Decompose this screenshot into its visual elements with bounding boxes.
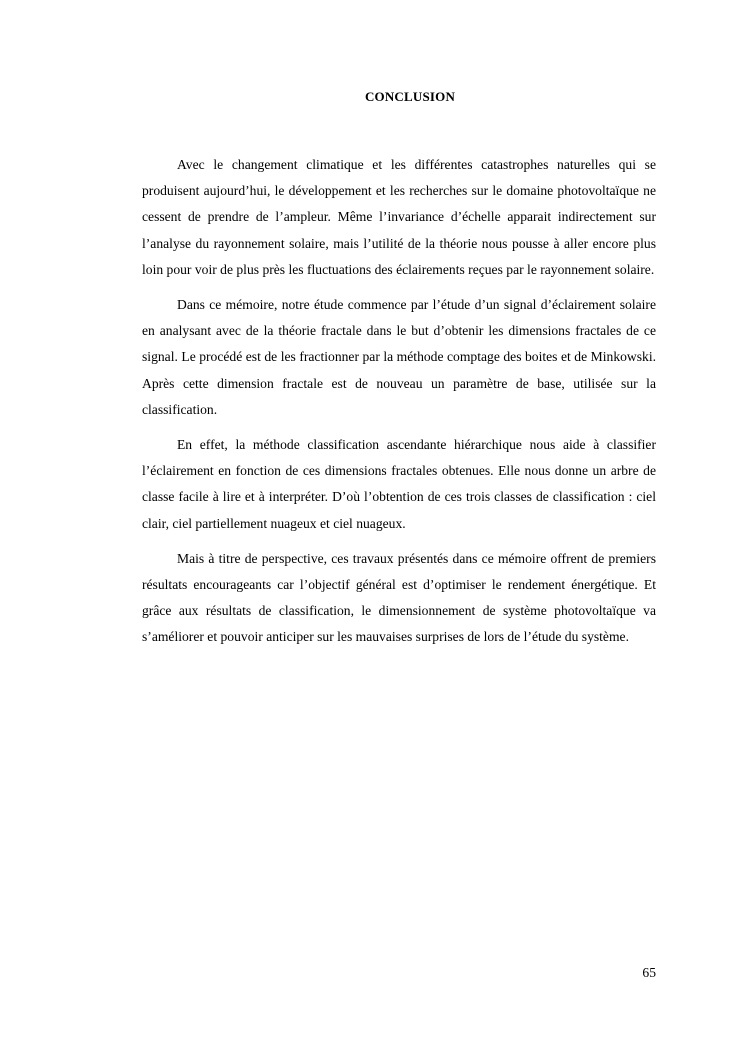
- paragraph-4: Mais à titre de perspective, ces travaux présentés dans ce mémoire offrent de premiers résultats encourageants car l’objectif général est d’optimiser le rendement énergétique. Et grâce aux résultats de classification, le dimensionnement de système photovoltaïque va s’améliorer et pouvoir anticiper sur les mauvaises surprises de lors de l’étude du système.: [142, 550, 656, 645]
- conclusion-body: [142, 152, 656, 660]
- page-title: CONCLUSION: [364, 89, 456, 104]
- paragraph-2: Dans ce mémoire, notre étude commence par l’étude d’un signal d’éclairement solaire en analysant avec de la théorie fractale dans le but d’obtenir les dimensions fractales de ce signal. Le procédé est de les fractionner par la méthode comptage des boites et de Minkowski. Après cette dimension fractale est de nouveau un paramètre de base, utilisée sur la classification.: [142, 297, 656, 417]
- page-number: 65: [642, 965, 656, 980]
- paragraph-1: Avec le changement climatique et les différentes catastrophes naturelles qui se produisent aujourd’hui, le développement et les recherches sur le domaine photovoltaïque ne cessent de prendre de l’ampleur. Même l’invariance d’échelle apparait indirectement sur l’analyse du rayonnement solaire, mais l’utilité de la théorie nous pousse à aller encore plus loin pour voir de plus près les fluctuations des éclairements reçues par le rayonnement solaire.: [142, 157, 656, 277]
- paragraph-3: En effet, la méthode classification ascendante hiérarchique nous aide à classifier l’éclairement en fonction de ces dimensions fractales obtenues. Elle nous donne un arbre de classe facile à lire et à interpréter. D’où l’obtention de ces trois classes de classification : ciel clair, ciel partiellement nuageux et ciel nuageux.: [142, 437, 656, 531]
